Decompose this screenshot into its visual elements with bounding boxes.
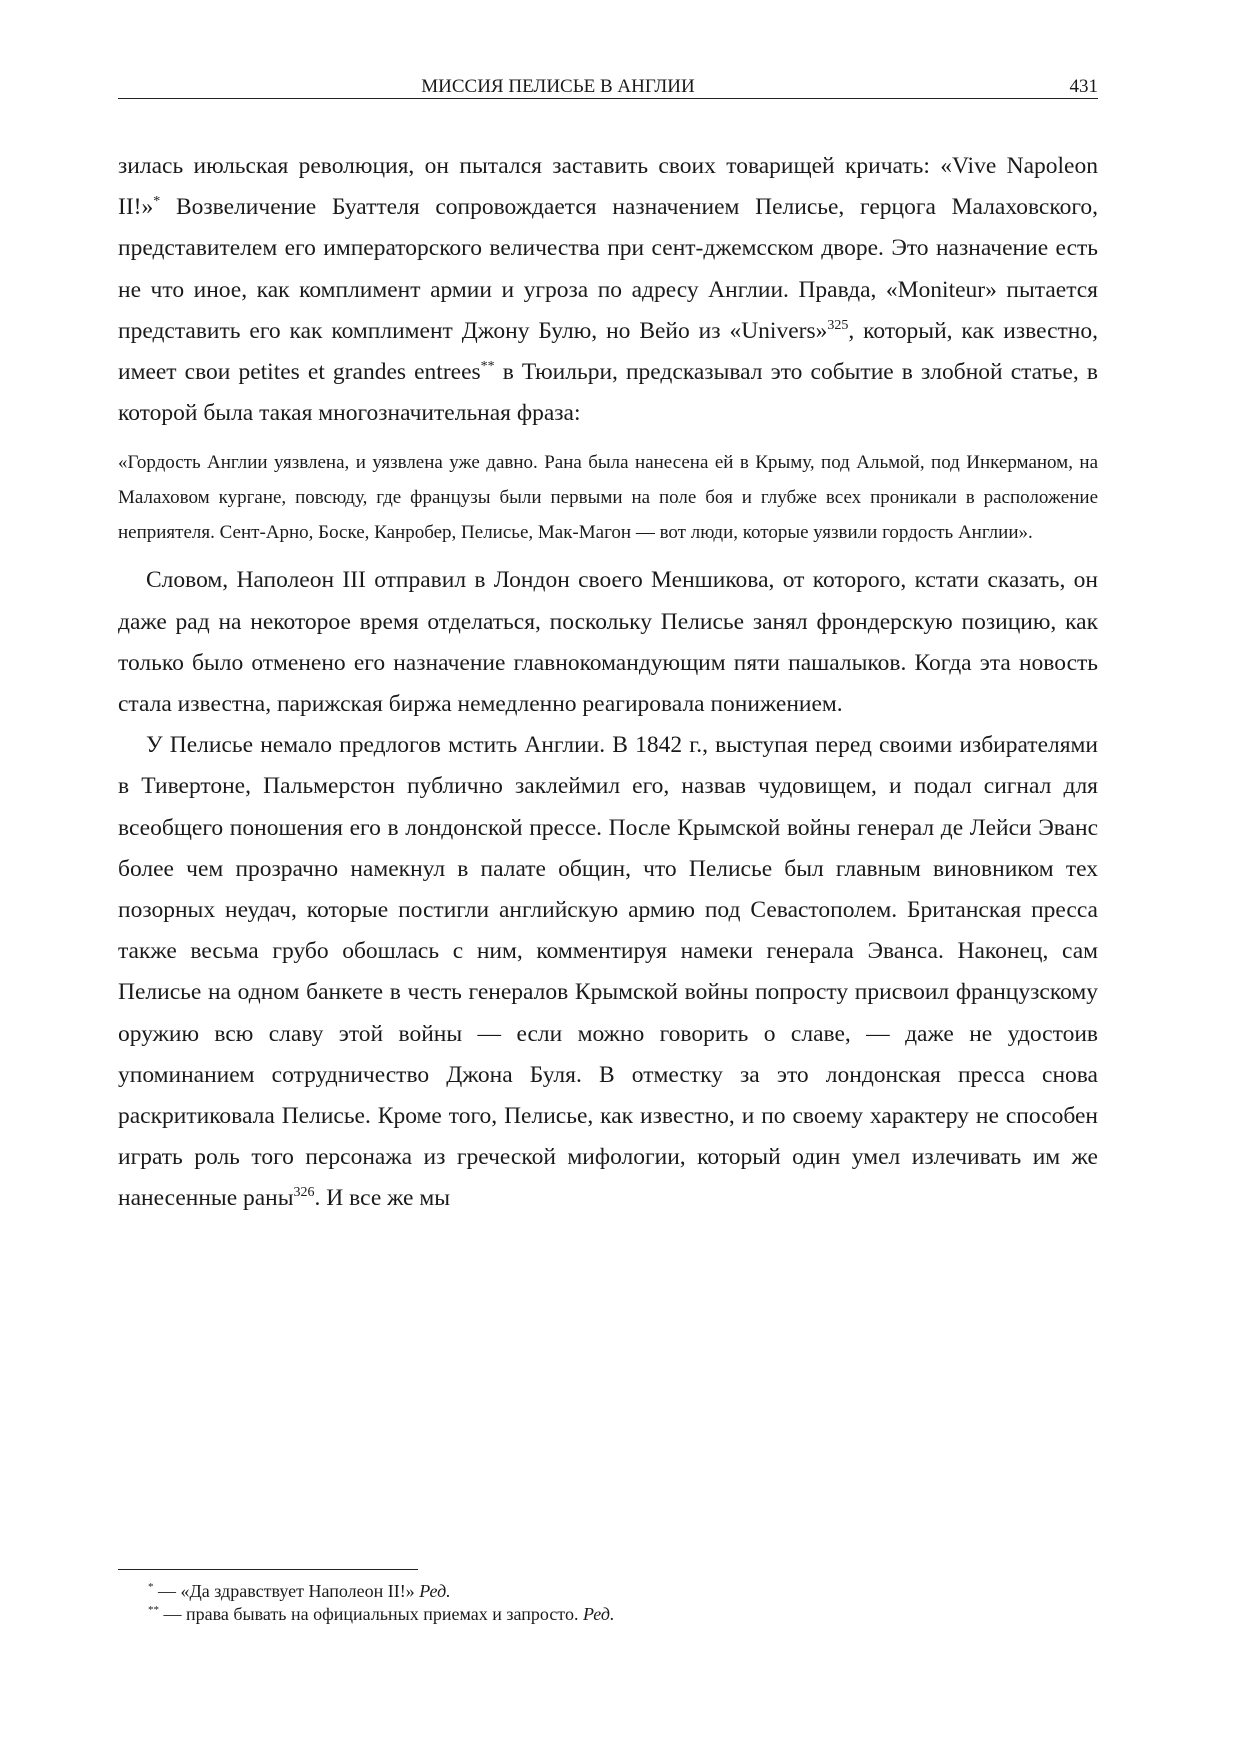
footnotes (118, 1580, 1098, 1626)
paragraph-3-text-b: . И все же мы (314, 1185, 451, 1212)
footnote-separator (118, 1569, 418, 1570)
footnote-1-editor: Ред. (419, 1581, 451, 1601)
footnote-2-mark: ** (148, 1604, 159, 1616)
footnote-ref-double-star: ** (480, 359, 495, 375)
running-header (118, 76, 1098, 99)
paragraph-1-text-b: Возвеличение Буаттеля сопровождается назначением Пелисье, герцога Малаховского, представителем его императорского величества при сент-джемсском дворе. Это назначение есть не что иное, как комплимент армии и угроза по адресу Англии. Правда, «Moniteur» пытается представить его как комплимент Джону Булю, но Вейо из «Univers» (118, 194, 1098, 344)
paragraph-1-text-d: в Тюильри, предсказывал это событие в злобной статье, в которой была такая многозначительная фраза: (118, 359, 1098, 427)
paragraph-1 (118, 146, 1098, 434)
block-quote: «Гордость Англии уязвлена, и уязвлена уже давно. Рана была нанесена ей в Крыму, под Альмой, под Инкерманом, на Малаховом кургане, повсюду, где французы были первыми на поле боя и глубже всех проникали в расположение неприятеля. Сент-Арно, Боске, Канробер, Пелисье, Мак-Магон — вот люди, которые уязвили гордость Англии». (118, 452, 1098, 544)
page-number: 431 (1069, 76, 1098, 97)
paragraph-2: Словом, Наполеон III отправил в Лондон своего Меншикова, от которого, кстати сказать, он даже рад на некоторое время отделаться, поскольку Пелисье занял фрондерскую позицию, как только было отменено его назначение главнокомандующим пяти пашалыков. Когда эта новость стала известна, парижская биржа немедленно реагировала понижением. (118, 567, 1098, 718)
footnote-1-text: — «Да здравствует Наполеон II!» (153, 1581, 420, 1601)
footnote-1-mark: * (148, 1581, 154, 1593)
paragraph-1-text-c: , который, как известно, имеет свои petites et grandes entrees (118, 317, 1098, 386)
endnote-ref-326: 326 (293, 1185, 315, 1201)
paragraph-3-text-a: У Пелисье немало предлогов мстить Англии. В 1842 г., выступая перед своими избирателями в Тивертоне, Пальмерстон публично заклеймил его, назвав чудовищем, и подал сигнал для всеобщего поношения его в лондонской прессе. После Крымской войны генерал де Лейси Эванс более чем прозрачно намекнул в палате общин, что Пелисье был главным виновником тех позорных неудач, которые постигли английскую армию под Севастополем. Британская пресса также весьма грубо обошлась с ним, комментируя намеки генерала Эванса. Наконец, сам Пелисье на одном банкете в честь генералов Крымской войны попросту присвоил французскому оружию всю славу этой войны — если можно говорить о славе, — даже не удостоив упоминанием сотрудничество Джона Буля. В отместку за это лондонская пресса снова раскритиковала Пелисье. Кроме того, Пелисье, как известно, и по своему характеру не способен играть роль того персонажа из греческой мифологии, который один умел излечивать им же нанесенные раны (118, 732, 1098, 1212)
running-title: МИССИЯ ПЕЛИСЬЕ В АНГЛИИ (421, 76, 695, 97)
body-text (118, 146, 1098, 1220)
footnote-2 (118, 1603, 1098, 1626)
paragraph-1-text-a: зилась июльская революция, он пытался заставить своих товарищей кричать: «Vive Napoleon II!» (118, 153, 1098, 221)
footnote-ref-star: * (153, 194, 161, 210)
endnote-ref-325: 325 (827, 317, 849, 333)
footnote-2-text: — права бывать на официальных приемах и запросто. (159, 1604, 583, 1624)
footnote-1 (118, 1580, 1098, 1603)
paragraph-3 (118, 725, 1098, 1219)
footnote-2-editor: Ред. (582, 1604, 615, 1624)
